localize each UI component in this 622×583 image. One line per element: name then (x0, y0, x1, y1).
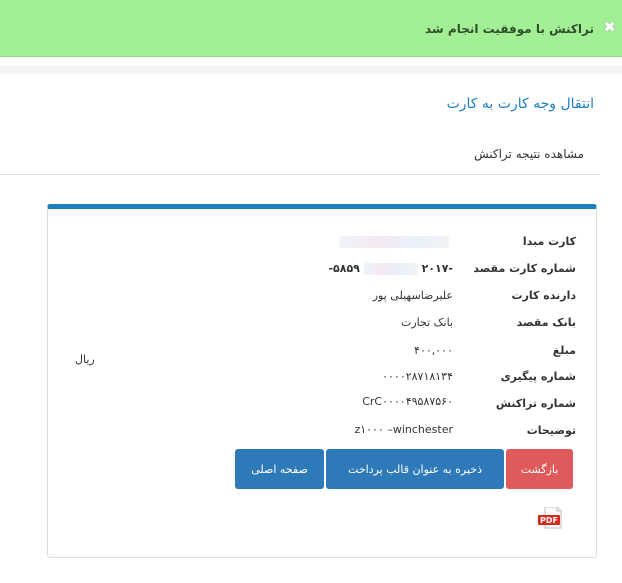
page-title: انتقال وجه کارت به کارت (446, 96, 594, 112)
divider (0, 174, 600, 175)
currency-unit: ریال (75, 353, 95, 366)
save-template-button[interactable]: ذخیره به عنوان قالب پرداخت (326, 449, 504, 489)
label-source-card: کارت مبدا (522, 235, 576, 248)
pdf-icon[interactable] (538, 507, 564, 529)
masked-card-middle (364, 263, 418, 275)
card-holder-value: علیرضاسهیلی پور (372, 289, 453, 302)
close-icon[interactable]: ✖ (603, 18, 616, 36)
page-subtitle: مشاهده نتیجه تراکنش (473, 147, 584, 161)
success-alert (0, 0, 622, 57)
back-button[interactable]: بازگشت (506, 449, 573, 489)
pdf-label: PDF (540, 516, 558, 525)
transaction-number-value: CrC۰۰۰۰۴۹۵۸۷۵۶۰ (362, 395, 453, 408)
label-card-holder: دارنده کارت (511, 289, 576, 302)
description-value: z۱۰۰۰ –winchester (354, 423, 453, 436)
label-dest-card: شماره کارت مقصد (473, 262, 576, 275)
dest-card-part-right: -۲۰۱۷ (421, 262, 453, 275)
dest-card-value (328, 262, 453, 276)
label-amount: مبلغ (552, 344, 576, 357)
alert-message: تراکنش با موفقیت انجام شد (425, 22, 594, 36)
header-band (0, 66, 622, 74)
tracking-number-value: ۰۰۰۰۲۸۷۱۸۱۳۴ (382, 370, 453, 383)
label-transaction-number: شماره تراکنش (495, 397, 576, 410)
receipt-panel (47, 204, 597, 558)
source-card-value (339, 235, 449, 249)
amount-value: ۴۰۰,۰۰۰ (414, 344, 453, 357)
dest-card-part-left: ۵۸۵۹- (328, 262, 360, 275)
masked-card-number (339, 236, 449, 248)
label-dest-bank: بانک مقصد (516, 316, 576, 329)
label-description: توضیحات (526, 424, 576, 437)
home-button[interactable]: صفحه اصلی (235, 449, 324, 489)
label-tracking-number: شماره پیگیری (500, 370, 576, 383)
dest-bank-value: بانک تجارت (401, 316, 453, 329)
